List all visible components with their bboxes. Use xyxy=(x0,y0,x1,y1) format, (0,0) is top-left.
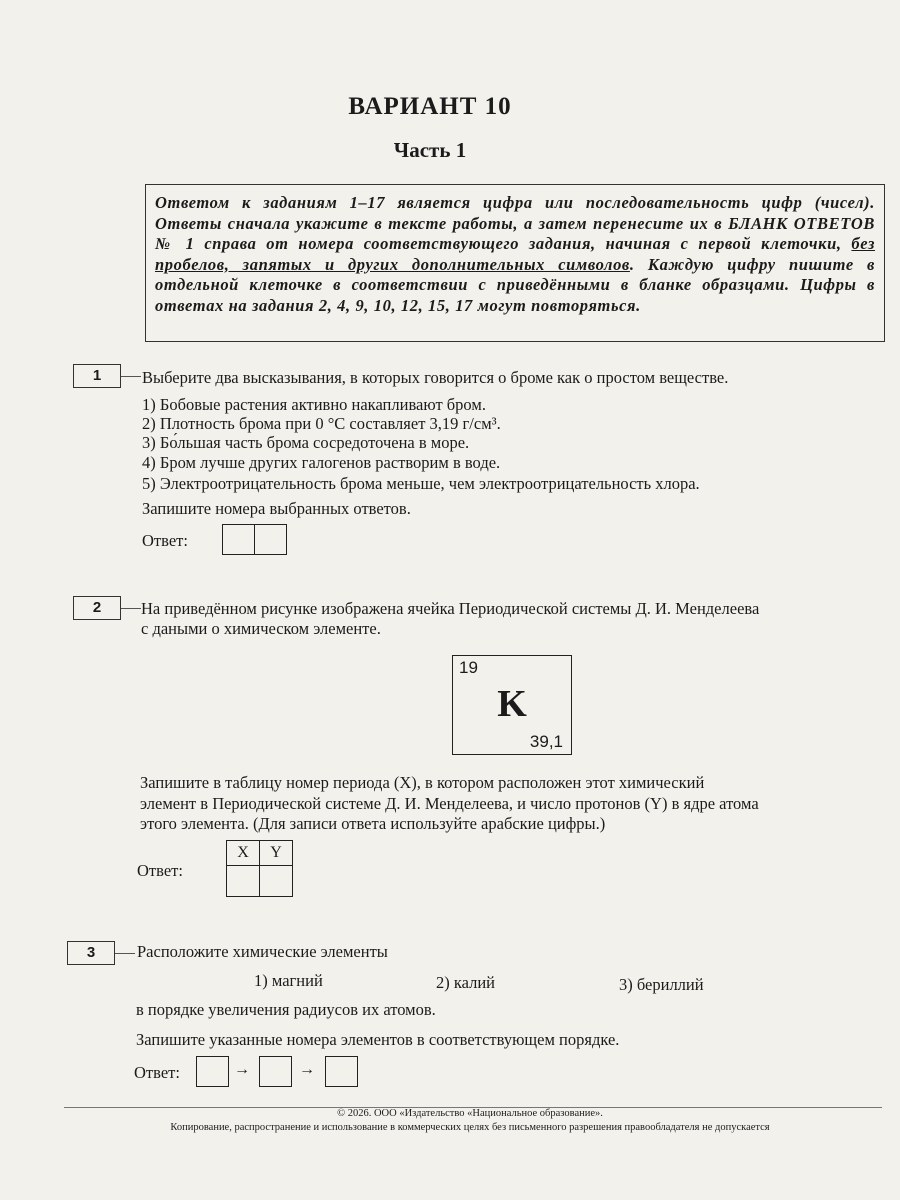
question-3-answer-box-3[interactable] xyxy=(325,1056,358,1087)
question-2-text-line-2: с даными о химическом элементе. xyxy=(141,619,381,638)
question-2-task-line-2: элемент в Периодической системе Д. И. Менделеева, и число протонов (Y) в ядре атома xyxy=(140,794,759,813)
question-2-task-line-1: Запишите в таблицу номер периода (X), в котором расположен этот химический xyxy=(140,773,705,792)
variant-title: ВАРИАНТ 10 xyxy=(348,93,512,120)
question-2-text-line-1: На приведённом рисунке изображена ячейка Периодической системы Д. И. Менделеева xyxy=(141,599,760,618)
question-1-text: Выберите два высказывания, в которых говорится о броме как о простом веществе. xyxy=(142,368,729,387)
question-3-instruction: Запишите указанные номера элементов в соответствующем порядке. xyxy=(136,1030,620,1049)
question-1-option-2: 2) Плотность брома при 0 °С составляет 3,19 г/см³. xyxy=(142,414,501,433)
answer-x-cell[interactable] xyxy=(227,866,260,897)
instructions-text: Ответом к заданиям 1–17 является цифра или последовательность цифр (чисел). Ответы сначала укажите в тексте работы, а затем перенесите их в БЛАНК ОТВЕТОВ № 1 справа от номера соответствующего задания, начиная с первой клеточки, xyxy=(155,193,875,253)
instructions-underlined: без пробелов, запятых и других дополнительных символов xyxy=(155,234,875,274)
instructions-box xyxy=(145,184,885,342)
part-title: Часть 1 xyxy=(393,138,467,162)
question-3-option-1: 1) магний xyxy=(254,971,323,990)
question-1-number: 1 xyxy=(73,364,121,388)
question-3-answer-label: Ответ: xyxy=(134,1063,180,1082)
question-1-option-4: 4) Бром лучше других галогенов растворим в воде. xyxy=(142,453,501,472)
question-3-number: 3 xyxy=(67,941,115,965)
question-1-option-5: 5) Электроотрицательность брома меньше, чем электроотрицательность хлора. xyxy=(142,474,700,493)
arrow-icon: → xyxy=(299,1061,315,1078)
question-1-option-1: 1) Бобовые растения активно накапливают бром. xyxy=(142,395,486,414)
question-3-text: Расположите химические элементы xyxy=(137,942,388,961)
question-2-line xyxy=(121,608,141,609)
arrow-icon: → xyxy=(234,1061,250,1078)
question-3-answer-box-1[interactable] xyxy=(196,1056,229,1087)
element-symbol: K xyxy=(497,683,527,725)
footer-notice: Копирование, распространение и использование в коммерческих целях без письменного разрешения правообладателя не допускается xyxy=(170,1122,770,1133)
question-3-option-2: 2) калий xyxy=(436,973,495,992)
column-x-header: X xyxy=(227,841,260,866)
question-1-answer-box-2[interactable] xyxy=(254,524,287,555)
question-3-line xyxy=(115,953,135,954)
atomic-number: 19 xyxy=(459,658,478,677)
periodic-cell xyxy=(452,655,572,755)
column-y-header: Y xyxy=(260,841,293,866)
question-1-line xyxy=(121,376,141,377)
question-2-number: 2 xyxy=(73,596,121,620)
question-1-instruction: Запишите номера выбранных ответов. xyxy=(142,499,411,518)
answer-y-cell[interactable] xyxy=(260,866,293,897)
question-2-answer-table xyxy=(226,840,293,897)
question-1-option-3: 3) Бо́льшая часть брома сосредоточена в море. xyxy=(142,433,470,452)
question-1-answer-box-1[interactable] xyxy=(222,524,255,555)
footer-copyright: © 2026. ООО «Издательство «Национальное образование». xyxy=(337,1108,603,1119)
question-2-task-line-3: этого элемента. (Для записи ответа используйте арабские цифры.) xyxy=(140,814,606,833)
question-1-answer-label: Ответ: xyxy=(142,531,188,550)
instructions-text-end: . Каждую цифру пишите в отдельной клеточке в соответствии с приведёнными в бланке образцами. Цифры в ответах на задания 2, 4, 9, 10, 12, 15, 17 могут повторяться. xyxy=(155,254,875,315)
question-2-answer-label: Ответ: xyxy=(137,861,183,880)
question-3-order: в порядке увеличения радиусов их атомов. xyxy=(136,1000,436,1019)
atomic-mass: 39,1 xyxy=(529,732,563,751)
question-3-option-3: 3) бериллий xyxy=(619,975,704,994)
question-3-answer-box-2[interactable] xyxy=(259,1056,292,1087)
